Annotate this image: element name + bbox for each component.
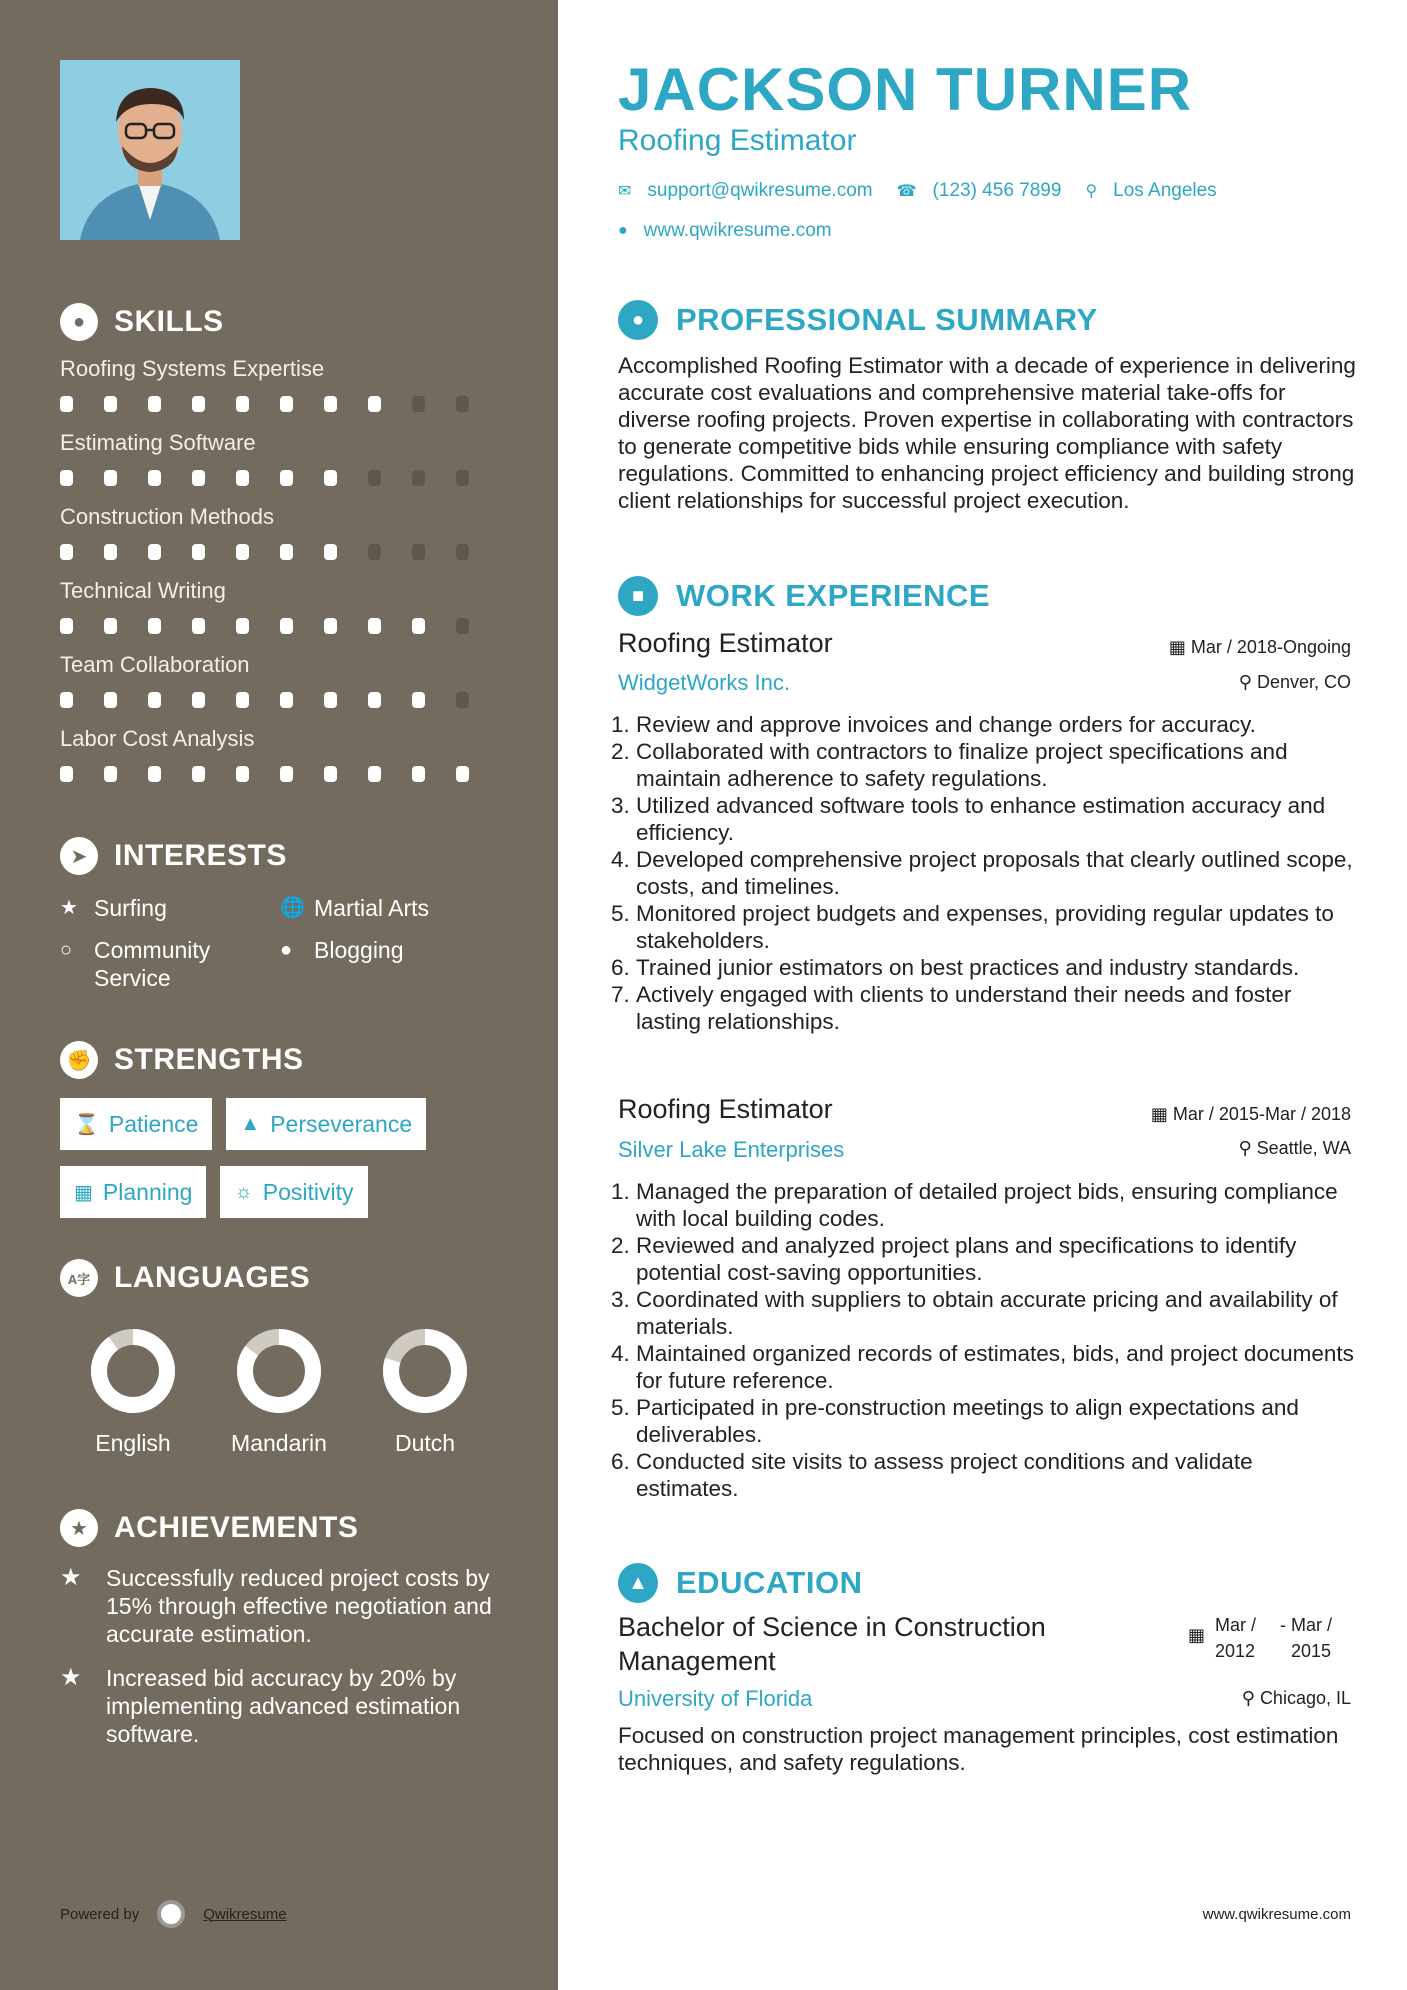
school-name: University of Florida: [618, 1686, 813, 1711]
skill-dot: [324, 544, 337, 560]
calendar-icon: ▦: [1168, 637, 1191, 657]
skill-dot: [456, 544, 469, 560]
map-pin-icon: ⚲: [1085, 183, 1098, 200]
list-item: 2. Reviewed and analyzed project plans and specifications to identify potential cost-saving opportunities.: [636, 1232, 1358, 1286]
job-company: WidgetWorks Inc.: [618, 670, 790, 695]
job-dates: ▦ Mar / 2018-Ongoing: [1168, 637, 1351, 657]
candidate-name: JACKSON TURNER: [618, 56, 1193, 123]
skill-dot: [192, 766, 205, 782]
skill-name: Team Collaboration: [60, 652, 250, 677]
envelope-icon: ✉: [618, 183, 632, 200]
skills-title: SKILLS: [114, 305, 224, 338]
skill-name: Roofing Systems Expertise: [60, 356, 325, 381]
summary-text: Accomplished Roofing Estimator with a decade of experience in delivering accurate cost evaluations and comprehensive material take-offs for diverse roofing projects. Proven expertise in collaborating with contractors to generate competitive bids while ensuring compliance with safety regulations. Committed to enhancing project efficiency and building strong client relationships for successful project execution.: [618, 353, 1356, 513]
phone-text: (123) 456 7899: [932, 180, 1062, 201]
skill-dot: [236, 692, 249, 708]
shooting-star-icon: ★: [60, 1664, 82, 1691]
languages-list: [60, 1326, 500, 1457]
road-icon: ▲: [240, 1112, 261, 1135]
skill-dot: [148, 396, 161, 412]
language-name: Dutch: [394, 1430, 456, 1456]
list-item: 5. Monitored project budgets and expenses, providing regular updates to stakeholders.: [636, 900, 1358, 954]
language-item: [206, 1326, 352, 1457]
list-item: 4. Developed comprehensive project proposals that clearly outlined scope, costs, and timelines.: [636, 846, 1358, 900]
hourglass-icon: ⌛: [74, 1113, 99, 1136]
strength-chip: ⌛ Patience: [60, 1098, 212, 1150]
skill-dot: [412, 766, 425, 782]
interest-item: ★ Surfing: [60, 895, 167, 921]
skill-dot: [280, 618, 293, 634]
contact-row: [618, 180, 1241, 202]
language-item: [352, 1326, 498, 1457]
skill-dot: [324, 618, 337, 634]
skill-dot: [280, 396, 293, 412]
skill-dot: [324, 470, 337, 486]
skill-name: Estimating Software: [60, 430, 256, 455]
list-item: 1. Review and approve invoices and change orders for accuracy.: [636, 711, 1358, 738]
skill-dot: [368, 618, 381, 634]
language-name: English: [95, 1430, 171, 1456]
skill-dot: [368, 470, 381, 486]
skill-dot: [236, 396, 249, 412]
email-link[interactable]: support@qwikresume.com: [647, 180, 873, 201]
interests-title: INTERESTS: [114, 839, 287, 872]
language-donut: [88, 1326, 178, 1416]
skill-dot: [324, 766, 337, 782]
skill-dot: [368, 396, 381, 412]
skill-dot: [60, 766, 73, 782]
skill-dot: [60, 470, 73, 486]
job-dates: ▦ Mar / 2015-Mar / 2018: [1150, 1104, 1351, 1124]
skill-dot: [236, 618, 249, 634]
lightbulb-icon: ●: [60, 303, 98, 341]
education-description: Focused on construction project management principles, cost estimation techniques, and safety regulations.: [618, 1723, 1339, 1775]
list-item: 7. Actively engaged with clients to understand their needs and foster lasting relationships.: [636, 981, 1358, 1035]
skill-name: Labor Cost Analysis: [60, 726, 255, 751]
skill-dot: [280, 692, 293, 708]
strength-chip: ☼ Positivity: [220, 1166, 367, 1218]
summary-header: ● PROFESSIONAL SUMMARY: [618, 300, 1098, 340]
skill-dot: [324, 396, 337, 412]
skill-dot: [368, 766, 381, 782]
strength-chip: ▦ Planning: [60, 1166, 206, 1218]
job-title: Roofing Estimator: [618, 1094, 833, 1124]
skill-rating: [60, 692, 500, 712]
skill-dot: [60, 544, 73, 560]
users-icon: ●: [280, 939, 293, 961]
candidate-role: Roofing Estimator: [618, 124, 857, 157]
job-company: Silver Lake Enterprises: [618, 1137, 845, 1162]
sidebar: [0, 0, 558, 1990]
website-row: [618, 220, 856, 242]
language-name: Mandarin: [231, 1430, 327, 1456]
trophy-star-icon: ★: [60, 1509, 98, 1547]
profile-photo: [60, 60, 240, 240]
main-content: [558, 0, 1407, 1990]
hand-icon: ○: [60, 939, 73, 961]
skill-rating: [60, 396, 500, 416]
skill-dot: [104, 470, 117, 486]
job-location: ⚲ Seattle, WA: [1238, 1138, 1351, 1158]
skills-list: [60, 356, 500, 786]
languages-title: LANGUAGES: [114, 1261, 311, 1294]
graduation-cap-icon: ▲: [618, 1563, 658, 1603]
skill-dot: [192, 544, 205, 560]
achievements-title: ACHIEVEMENTS: [114, 1511, 359, 1544]
skill-dot: [192, 470, 205, 486]
strengths-section: [60, 1040, 500, 1234]
skill-rating: [60, 544, 500, 564]
skill-dot: [412, 470, 425, 486]
skill-dot: [148, 766, 161, 782]
list-item: 6. Trained junior estimators on best practices and industry standards.: [636, 954, 1358, 981]
list-item: 6. Conducted site visits to assess project conditions and validate estimates.: [636, 1448, 1358, 1502]
list-item: 3. Coordinated with suppliers to obtain accurate pricing and availability of materials.: [636, 1286, 1358, 1340]
education-location: ⚲ Chicago, IL: [1241, 1688, 1351, 1708]
pin-icon: ⚲: [1238, 1138, 1257, 1158]
skill-dot: [192, 396, 205, 412]
skill-dot: [60, 396, 73, 412]
language-donut: [380, 1326, 470, 1416]
interest-item: ○ Community Service: [60, 937, 211, 991]
job-bullets: [618, 711, 1358, 1035]
skill-dot: [236, 766, 249, 782]
skill-dot: [456, 470, 469, 486]
shooting-star-icon: ★: [60, 1564, 82, 1591]
interests-section: [60, 836, 500, 992]
skill-dot: [456, 766, 469, 782]
list-item: 3. Utilized advanced software tools to enhance estimation accuracy and efficiency.: [636, 792, 1358, 846]
globe-icon: 🌐: [280, 897, 305, 919]
skill-dot: [280, 544, 293, 560]
pin-icon: ⚲: [1238, 672, 1257, 692]
skill-dot: [60, 692, 73, 708]
sun-icon: ☼: [234, 1180, 253, 1203]
calendar-icon: ▦: [74, 1181, 93, 1204]
skill-name: Construction Methods: [60, 504, 274, 529]
achievement-item: ★ Successfully reduced project costs by 15% through effective negotiation and accurate estimation.: [60, 1564, 492, 1647]
phone-icon: ☎: [896, 183, 917, 200]
skill-dot: [368, 544, 381, 560]
language-item: [60, 1326, 206, 1457]
skill-dot: [104, 396, 117, 412]
skill-name: Technical Writing: [60, 578, 226, 603]
achievements-section: [60, 1508, 500, 1748]
language-level-arc: [99, 1337, 167, 1405]
strength-chip: ▲ Perseverance: [226, 1098, 426, 1150]
chair-icon: ■: [618, 576, 658, 616]
skills-section: [60, 302, 500, 786]
skill-dot: [412, 544, 425, 560]
job-location: ⚲ Denver, CO: [1238, 672, 1351, 692]
globe-icon: ●: [618, 222, 628, 239]
skill-rating: [60, 618, 500, 638]
skill-dot: [104, 544, 117, 560]
star-icon: ★: [60, 897, 78, 919]
degree-title: Bachelor of Science in Construction Management: [618, 1612, 1046, 1676]
skill-dot: [368, 692, 381, 708]
skill-dot: [412, 618, 425, 634]
skill-dot: [456, 618, 469, 634]
skill-dot: [324, 692, 337, 708]
skill-dot: [412, 692, 425, 708]
skill-dot: [148, 692, 161, 708]
skill-dot: [236, 470, 249, 486]
list-item: 1. Managed the preparation of detailed project bids, ensuring compliance with local building codes.: [636, 1178, 1358, 1232]
skill-dot: [60, 618, 73, 634]
pin-icon: ⚲: [1241, 1688, 1260, 1708]
skill-dot: [412, 396, 425, 412]
skill-dot: [148, 544, 161, 560]
education-header: ▲ EDUCATION: [618, 1563, 862, 1603]
skill-dot: [456, 692, 469, 708]
skill-dot: [104, 766, 117, 782]
calendar-icon: ▦: [1150, 1104, 1173, 1124]
skill-dot: [104, 618, 117, 634]
calendar-icon: ▦: [1187, 1625, 1205, 1645]
list-item: 5. Participated in pre-construction meetings to align expectations and deliverables.: [636, 1394, 1358, 1448]
skill-dot: [236, 544, 249, 560]
powered-by: Powered by Qwikresume: [60, 1900, 287, 1928]
achievement-item: ★ Increased bid accuracy by 20% by implementing advanced estimation software.: [60, 1664, 461, 1747]
skill-dot: [280, 766, 293, 782]
paper-plane-icon: ➤: [60, 837, 98, 875]
job-bullets: [618, 1178, 1358, 1502]
interest-item: ● Blogging: [280, 937, 404, 963]
skill-dot: [280, 470, 293, 486]
interest-item: 🌐 Martial Arts: [280, 895, 430, 921]
list-item: 2. Collaborated with contractors to finalize project specifications and maintain adherence to safety regulations.: [636, 738, 1358, 792]
skill-dot: [456, 396, 469, 412]
location-text: Los Angeles: [1113, 180, 1217, 201]
list-item: 4. Maintained organized records of estimates, bids, and project documents for future reference.: [636, 1340, 1358, 1394]
skill-dot: [192, 618, 205, 634]
skill-rating: [60, 766, 500, 786]
education-dates: ▦ Mar / 2012 - Mar / 2015: [1187, 1615, 1333, 1661]
qwikresume-logo-icon: [157, 1900, 185, 1928]
website-link[interactable]: www.qwikresume.com: [643, 220, 832, 241]
language-donut: [234, 1326, 324, 1416]
footer-site: www.qwikresume.com: [1202, 1906, 1351, 1923]
skill-dot: [148, 618, 161, 634]
skill-dot: [104, 692, 117, 708]
skill-dot: [192, 692, 205, 708]
strengths-title: STRENGTHS: [114, 1043, 304, 1076]
skill-dot: [148, 470, 161, 486]
language-icon: A字: [60, 1259, 98, 1297]
fist-icon: ✊: [60, 1041, 98, 1079]
user-icon: ●: [618, 300, 658, 340]
qwikresume-link[interactable]: Qwikresume: [203, 1905, 287, 1923]
job-title: Roofing Estimator: [618, 628, 833, 658]
languages-section: [60, 1258, 500, 1457]
skill-rating: [60, 470, 500, 490]
work-header: ■ WORK EXPERIENCE: [618, 576, 990, 616]
